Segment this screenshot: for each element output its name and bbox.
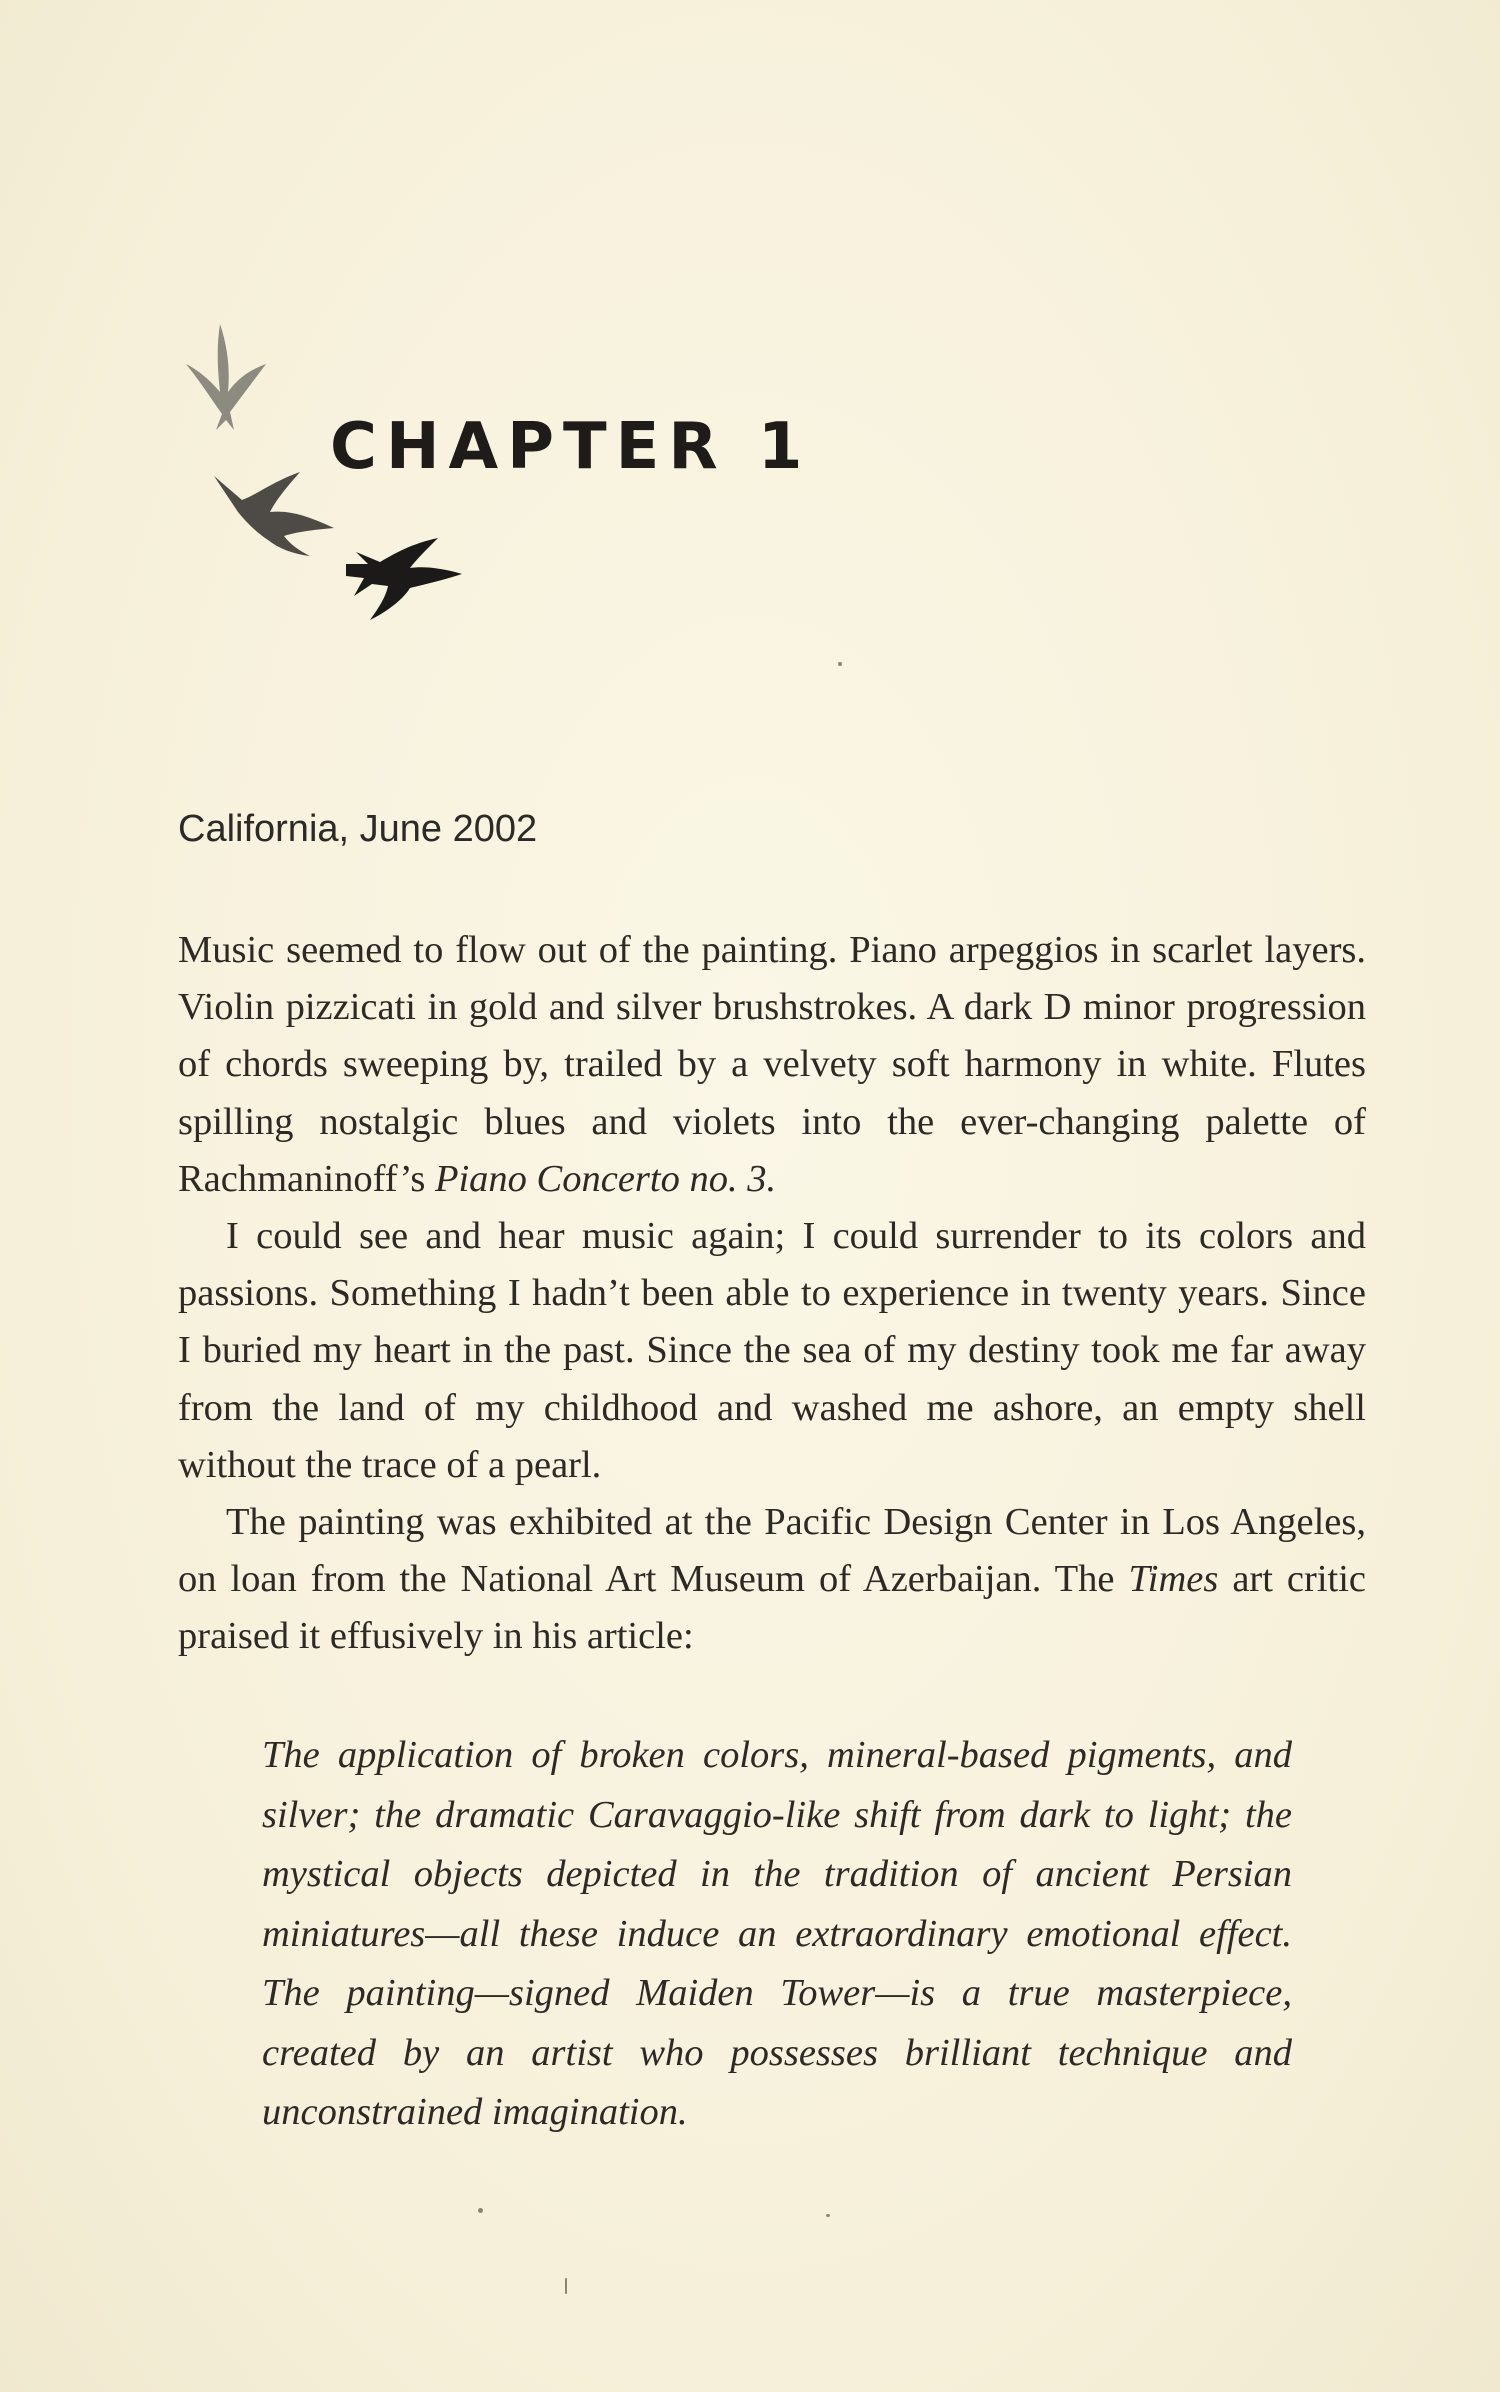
scan-speck — [826, 2214, 830, 2217]
paragraph-text: Music seemed to flow out of the painting. Piano arpeggios in scarlet layers. Violin pizzicati in gold and silver brushstrokes. A dark D minor progression of chords sweeping by, trailed by a velvety soft harmony in white. Flutes spilling nostalgic blues and violets into the ever-changing palette of Rachmaninoff’s — [178, 929, 1366, 1200]
paragraph — [178, 1208, 1366, 1494]
location-date: California, June 2002 — [178, 808, 538, 850]
paragraph — [178, 1494, 1366, 1666]
paragraph-text: I could see and hear music again; I could surrender to its colors and passions. Something I hadn’t been able to experience in twenty years. Since I buried my heart in the past. Since the sea of my destiny took me far away from the land of my childhood and washed me ashore, an empty shell without the trace of a pearl. — [178, 1215, 1366, 1486]
paragraph-text: The painting was exhibited at the Pacific Design Center in Los Angeles, on loan from the National Art Museum of Azerbaijan. The — [178, 1501, 1366, 1601]
swallow-bird-icon — [212, 470, 336, 558]
publication-name: Times — [1128, 1558, 1219, 1601]
chapter-title: CHAPTER 1 — [330, 410, 812, 484]
work-title: Piano Concerto no. 3. — [434, 1157, 777, 1200]
scan-speck — [478, 2208, 483, 2213]
swallow-bird-icon — [176, 318, 268, 434]
scan-speck — [565, 2278, 567, 2294]
body-text — [178, 922, 1366, 1666]
paragraph-text: art critic praised it effusively in his article: — [178, 1558, 1366, 1658]
paragraph — [178, 922, 1366, 1208]
swallow-bird-icon — [346, 534, 462, 620]
critic-quote: The application of broken colors, mineral-based pigments, and silver; the dramatic Caravaggio-like shift from dark to light; the mystical objects depicted in the tradition of ancient Persian miniatures—all these induce an extraordinary emotional effect. The painting—signed Maiden Tower—is a true masterpiece, created by an artist who possesses brilliant technique and unconstrained imagination. — [262, 1734, 1292, 2133]
scan-speck — [838, 662, 842, 666]
